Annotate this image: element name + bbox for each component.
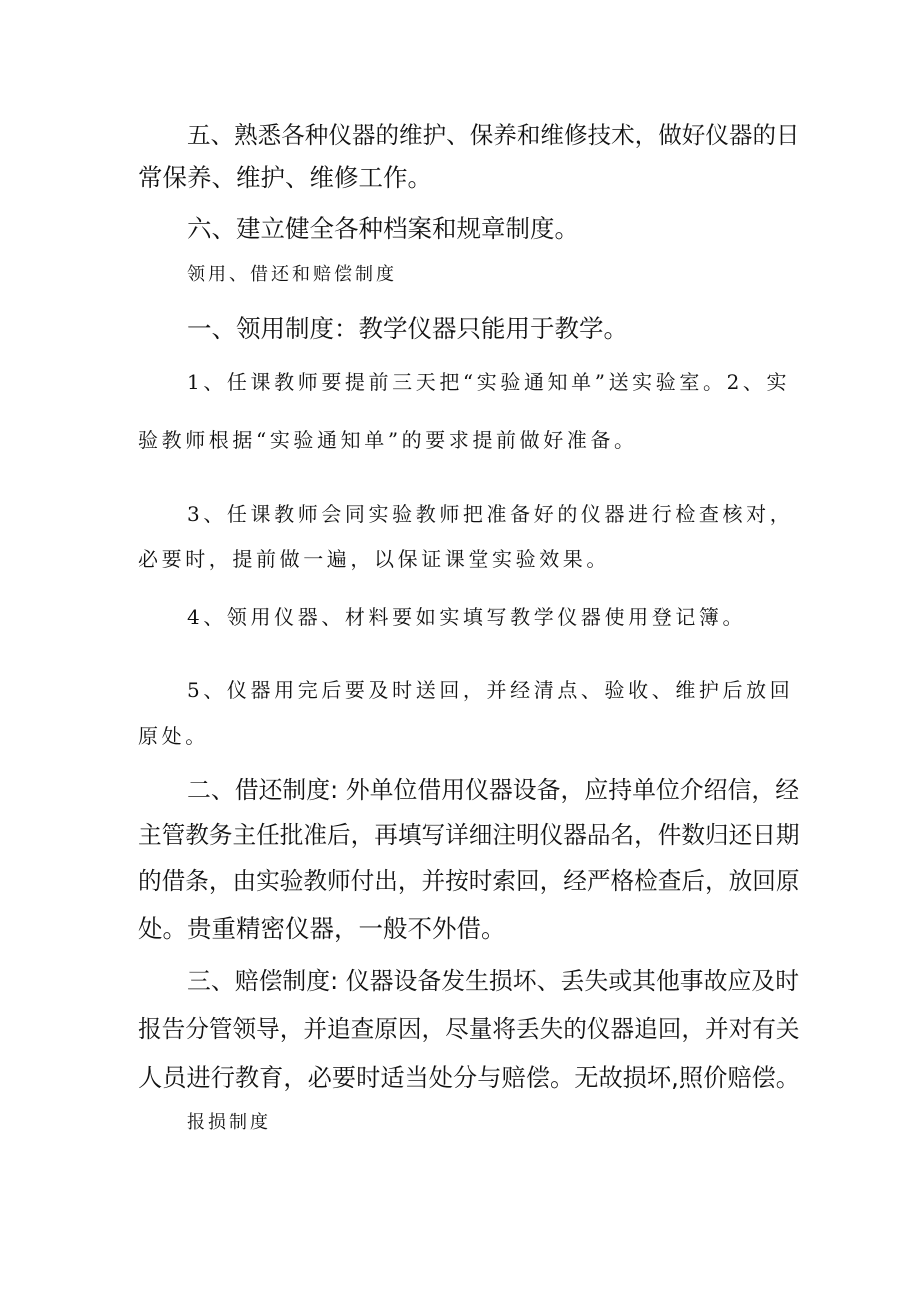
section-2-line-2: 主管教务主任批准后，再填写详细注明仪器品名，件数归还日期 — [138, 821, 800, 849]
heading-lending-borrowing-compensation: 领用、借还和赔偿制度 — [187, 264, 397, 285]
section-3-line-2: 报告分管领导，并追查原因，尽量将丢失的仪器追回，并对有关 — [138, 1015, 800, 1043]
paragraph-5-line-1: 五、熟悉各种仪器的维护、保养和维修技术，做好仪器的日 — [187, 121, 800, 149]
section-1-title: 一、领用制度：教学仪器只能用于教学。 — [187, 314, 628, 343]
paragraph-5-line-2: 常保养、维护、维修工作。 — [138, 163, 432, 192]
item-5-line-1: 5、仪器用完后要及时送回，并经清点、验收、维护后放回 — [187, 678, 794, 702]
section-3-line-1: 三、赔偿制度: 仪器设备发生损坏、丢失或其他事故应及时 — [187, 967, 800, 995]
item-4: 4、领用仪器、材料要如实填写教学仪器使用登记簿。 — [187, 605, 747, 629]
section-2-line-3: 的借条，由实验教师付出，并按时索回，经严格检查后，放回原 — [138, 867, 800, 895]
section-3-line-3: 人员进行教育，必要时适当处分与赔偿。无故损坏,照价赔偿。 — [138, 1063, 801, 1092]
item-1-line-2: 验教师根据“实验通知单”的要求提前做好准备。 — [138, 428, 638, 452]
section-2-line-4: 处。贵重精密仪器，一般不外借。 — [138, 914, 506, 943]
section-2-line-1: 二、借还制度: 外单位借用仪器设备，应持单位介绍信，经 — [187, 776, 800, 804]
item-3-line-2: 必要时，提前做一遍，以保证课堂实验效果。 — [138, 547, 610, 571]
heading-damage-report: 报损制度 — [187, 1112, 271, 1133]
paragraph-6: 六、建立健全各种档案和规章制度。 — [187, 214, 579, 243]
item-3-line-1: 3、任课教师会同实验教师把准备好的仪器进行检查核对， — [187, 502, 794, 526]
item-1-line-1: 1、任课教师要提前三天把“实验通知单”送实验室。2、实 — [187, 370, 791, 394]
item-5-line-2: 原处。 — [138, 724, 209, 748]
